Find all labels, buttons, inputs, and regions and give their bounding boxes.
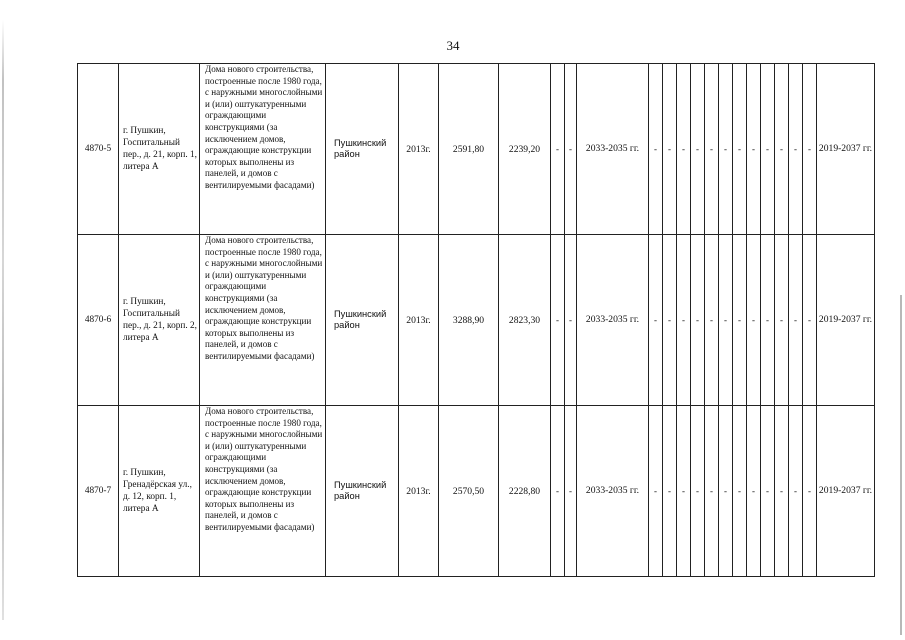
dash-cell: - [705,406,719,577]
dash-cell: - [677,235,691,406]
main-period: 2033-2035 гг. [577,406,649,577]
dash-cell: - [733,235,747,406]
table-row [78,406,875,577]
address: г. Пушкин, Госпитальный пер., д. 21, корп. 1, литера А [119,64,200,235]
row-id: 4870-7 [78,406,119,577]
district: Пушкинский район [326,406,399,577]
living-area: 2239,20 [499,64,551,235]
district: Пушкинский район [326,235,399,406]
living-area: 2823,30 [499,235,551,406]
dash-cell: - [789,406,803,577]
total-area: 2591,80 [439,64,499,235]
building-description: Дома нового строительства, построенные после 1980 года, с наружными многослойными и (или) оштукатуренными ограждающими конструкциями (за исключением домов, ограждающие конструкции которых выполнены из панелей, и домов с вентилируемыми фасадами) [200,235,326,406]
dash-cell: - [803,235,817,406]
district: Пушкинский район [326,64,399,235]
dash-cell: - [551,64,565,235]
scan-edge-left [2,20,4,620]
row-id: 4870-5 [78,64,119,235]
dash-cell: - [747,406,761,577]
building-description: Дома нового строительства, построенные после 1980 года, с наружными многослойными и (или) оштукатуренными ограждающими конструкциями (за исключением домов, ограждающие конструкции которых выполнены из панелей, и домов с вентилируемыми фасадами) [200,64,326,235]
build-year: 2013г. [399,64,439,235]
dash-cell: - [691,235,705,406]
dash-cell: - [705,64,719,235]
total-area: 2570,50 [439,406,499,577]
dash-cell: - [761,64,775,235]
dash-cell: - [775,235,789,406]
living-area: 2228,80 [499,406,551,577]
final-period: 2019-2037 гг. [817,64,875,235]
dash-cell: - [719,406,733,577]
dash-cell: - [803,406,817,577]
building-description: Дома нового строительства, построенные после 1980 года, с наружными многослойными и (или) оштукатуренными ограждающими конструкциями (за исключением домов, ограждающие конструкции которых выполнены из панелей, и домов с вентилируемыми фасадами) [200,406,326,577]
final-period: 2019-2037 гг. [817,406,875,577]
dash-cell: - [789,235,803,406]
dash-cell: - [705,235,719,406]
dash-cell: - [719,235,733,406]
dash-cell: - [761,406,775,577]
dash-cell: - [789,64,803,235]
scan-edge-right [900,295,902,635]
dash-cell: - [565,406,577,577]
dash-cell: - [761,235,775,406]
dash-cell: - [551,406,565,577]
total-area: 3288,90 [439,235,499,406]
dash-cell: - [733,406,747,577]
dash-cell: - [747,235,761,406]
main-period: 2033-2035 гг. [577,235,649,406]
dash-cell: - [677,406,691,577]
dash-cell: - [775,64,789,235]
dash-cell: - [565,235,577,406]
dash-cell: - [733,64,747,235]
final-period: 2019-2037 гг. [817,235,875,406]
dash-cell: - [747,64,761,235]
dash-cell: - [663,235,677,406]
page-number: 34 [446,38,460,53]
dash-cell: - [719,64,733,235]
main-period: 2033-2035 гг. [577,64,649,235]
housing-program-table [77,63,875,577]
dash-cell: - [551,235,565,406]
dash-cell: - [663,406,677,577]
dash-cell: - [803,64,817,235]
dash-cell: - [775,406,789,577]
address: г. Пушкин, Гренадёрская ул., д. 12, корп. 1, литера А [119,406,200,577]
dash-cell: - [649,235,663,406]
row-id: 4870-6 [78,235,119,406]
dash-cell: - [677,64,691,235]
dash-cell: - [649,406,663,577]
table-row [78,64,875,235]
dash-cell: - [691,64,705,235]
dash-cell: - [565,64,577,235]
dash-cell: - [649,64,663,235]
build-year: 2013г. [399,406,439,577]
address: г. Пушкин, Госпитальный пер., д. 21, корп. 2, литера А [119,235,200,406]
build-year: 2013г. [399,235,439,406]
dash-cell: - [663,64,677,235]
dash-cell: - [691,406,705,577]
table-row [78,235,875,406]
